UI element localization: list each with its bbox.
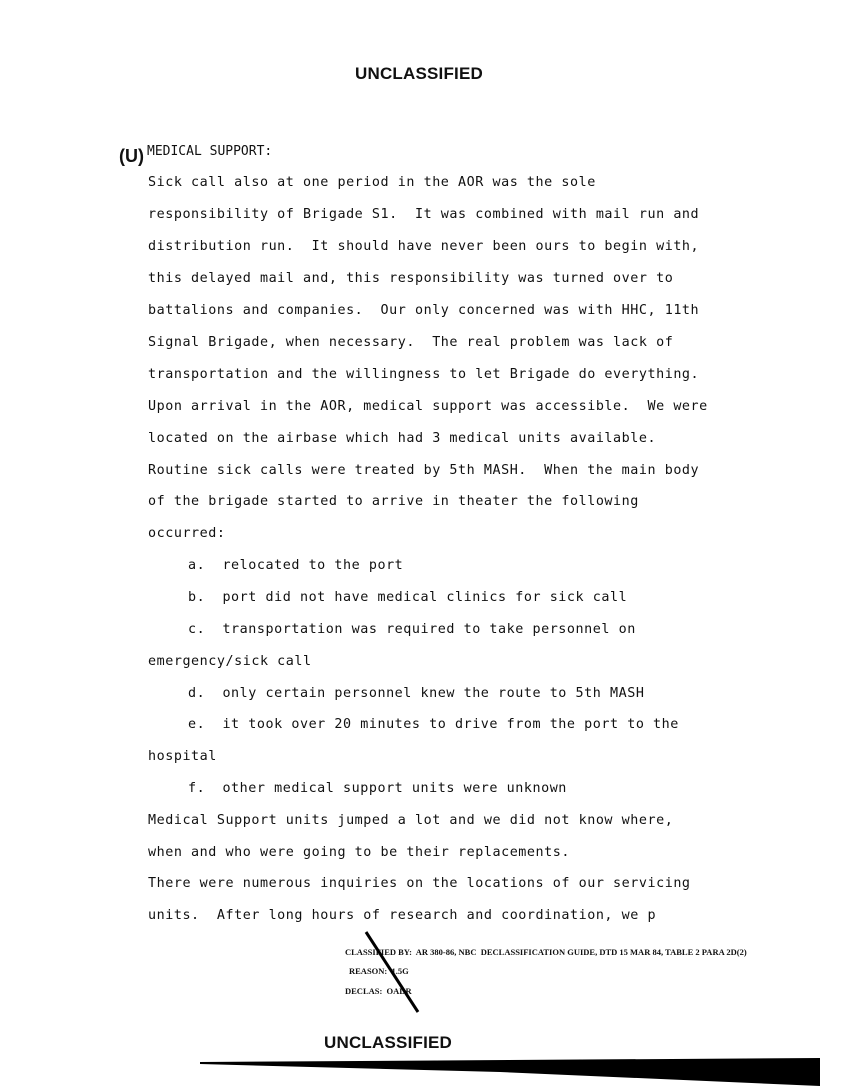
classification-footer: UNCLASSIFIED xyxy=(324,1033,453,1052)
body-line: Upon arrival in the AOR, medical support was accessible. We were xyxy=(148,399,708,414)
list-item-continuation: hospital xyxy=(148,749,217,764)
body-line: this delayed mail and, this responsibility was turned over to xyxy=(148,271,674,286)
body-line: transportation and the willingness to let Brigade do everything. xyxy=(148,367,700,382)
list-item: a. relocated to the port xyxy=(188,558,404,573)
body-line: Medical Support units jumped a lot and we did not know where, xyxy=(148,813,674,828)
strike-through-mark xyxy=(362,928,432,1018)
body-line: when and who were going to be their replacements. xyxy=(148,845,570,860)
list-item: e. it took over 20 minutes to drive from the port to the xyxy=(188,717,679,732)
body-line: units. After long hours of research and coordination, we p xyxy=(148,908,657,923)
declassification-reason: REASON: 1.5G xyxy=(349,966,409,976)
body-line: Routine sick calls were treated by 5th MASH. When the main body xyxy=(148,463,700,478)
body-line: responsibility of Brigade S1. It was combined with mail run and xyxy=(148,207,700,222)
classification-header: UNCLASSIFIED xyxy=(354,64,484,83)
list-item: c. transportation was required to take personnel on xyxy=(188,622,636,637)
declassification-date: DECLAS: OADR xyxy=(345,986,412,996)
list-item: d. only certain personnel knew the route to 5th MASH xyxy=(188,686,645,701)
scan-edge-bar xyxy=(200,1058,820,1086)
section-heading: MEDICAL SUPPORT: xyxy=(147,144,273,159)
list-item: f. other medical support units were unknown xyxy=(188,781,567,796)
body-line: of the brigade started to arrive in theater the following xyxy=(148,494,639,509)
body-line: There were numerous inquiries on the locations of our servicing xyxy=(148,876,691,891)
body-line: distribution run. It should have never been ours to begin with, xyxy=(148,239,700,254)
declassification-authority: CLASSIFIED BY: AR 380-86, NBC DECLASSIFICATION GUIDE, DTD 15 MAR 84, TABLE 2 PARA 2D(2) xyxy=(345,947,747,957)
classification-marking: (U) xyxy=(119,146,144,166)
list-item: b. port did not have medical clinics for sick call xyxy=(188,590,628,605)
list-item-continuation: emergency/sick call xyxy=(148,654,312,669)
body-line: Sick call also at one period in the AOR was the sole xyxy=(148,175,596,190)
body-line: Signal Brigade, when necessary. The real problem was lack of xyxy=(148,335,674,350)
body-line: located on the airbase which had 3 medical units available. xyxy=(148,431,657,446)
body-line: occurred: xyxy=(148,526,226,541)
body-line: battalions and companies. Our only concerned was with HHC, 11th xyxy=(148,303,700,318)
